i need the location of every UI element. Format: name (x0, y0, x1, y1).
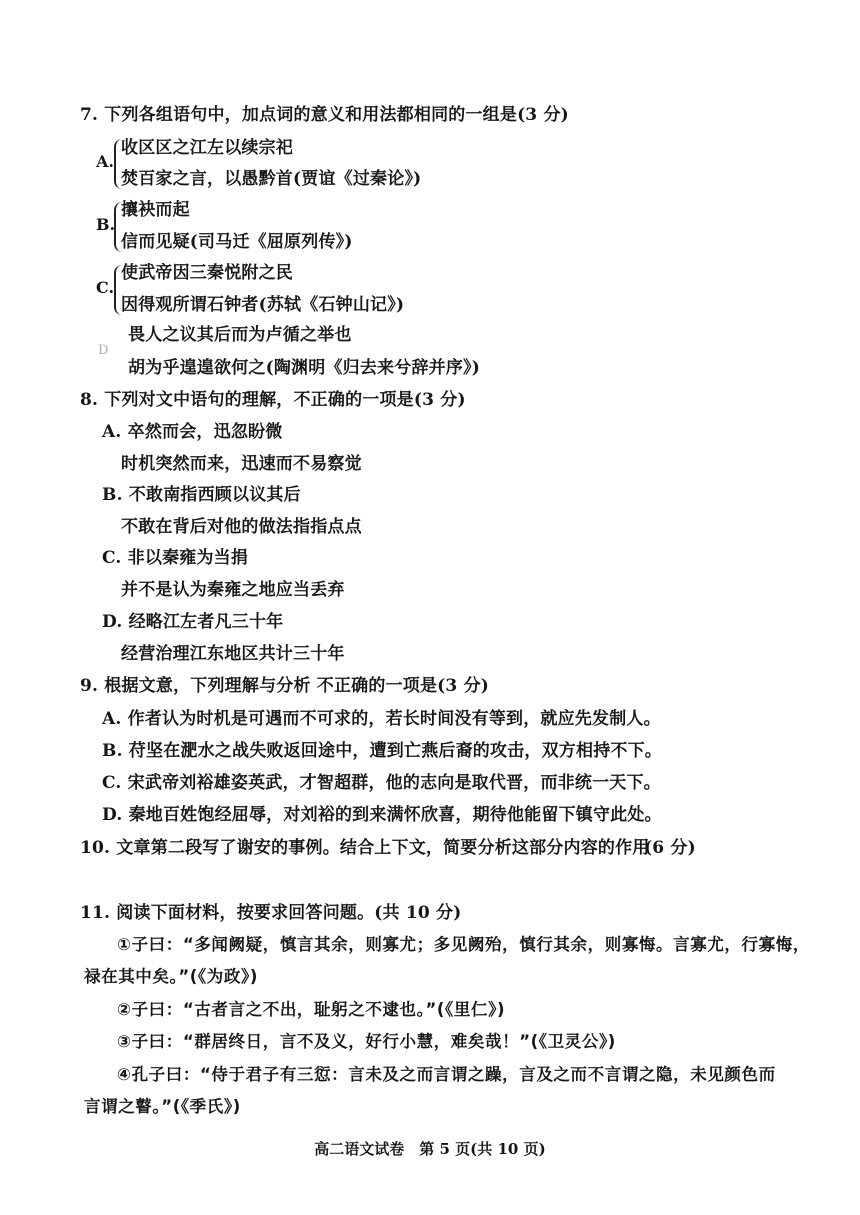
q8-option-b-explain: 不敢在背后对他的做法指指点点 (121, 517, 362, 537)
q11-material-1-line2: 禄在其中矣。”(《为政》) (84, 967, 258, 986)
q7-option-b-line2: 信而见疑(司马迁《屈原列传》) (121, 232, 353, 252)
q8-option-d: D. 经略江左者凡三十年 (102, 612, 284, 632)
q7-option-c-line2: 因得观所谓石钟者(苏轼《石钟山记》) (121, 295, 405, 315)
q7-option-a-line2: 焚百家之言，以愚黔首(贾谊《过秦论》) (121, 169, 422, 189)
q11-material-4-line1: ④孔子曰：“侍于君子有三愆：言未及之而言谓之躁，言及之而不言谓之隐，未见颜色而 (117, 1065, 776, 1084)
page-footer: 高二语文试卷 第 5 页(共 10 页) (314, 1140, 546, 1158)
q7-option-b-label: B. (96, 215, 116, 234)
q7-option-b-line1: 攘袂而起 (121, 200, 190, 220)
q7-stem: 7. 下列各组语句中，加点词的意义和用法都相同的一组是(3 分) (80, 105, 569, 125)
q7-option-d-line1: 畏人之议其后而为卢循之举也 (128, 325, 352, 345)
q8-option-d-explain: 经营治理江东地区共计三十年 (121, 644, 345, 664)
q10-score: (6 分) (644, 838, 696, 858)
q11-stem: 11. 阅读下面材料，按要求回答问题。(共 10 分) (80, 903, 462, 923)
q7-option-c-line1: 使武帝因三秦悦附之民 (121, 263, 293, 283)
q9-option-a: A. 作者认为时机是可遇而不可求的，若长时间没有等到，就应先发制人。 (102, 709, 661, 729)
q9-stem: 9. 根据文意，下列理解与分析 不正确的一项是(3 分) (80, 676, 490, 696)
q11-material-1-line1: ①子曰：“多闻阙疑，慎言其余，则寡尤；多见阙殆，慎行其余，则寡悔。言寡尤，行寡悔， (117, 935, 810, 954)
q7-option-c-label: C. (96, 278, 115, 297)
q8-option-a-explain: 时机突然而来，迅速而不易察觉 (121, 454, 362, 474)
q8-stem: 8. 下列对文中语句的理解，不正确的一项是(3 分) (80, 390, 466, 410)
q10-stem: 10. 文章第二段写了谢安的事例。结合上下文，简要分析这部分内容的作用 (80, 838, 650, 858)
q7-option-d-label: D (98, 343, 109, 358)
q8-option-c: C. 非以秦雍为当捐 (102, 548, 249, 568)
q7-option-a-line1: 收区区之江左以续宗祀 (121, 138, 293, 158)
q8-option-c-explain: 并不是认为秦雍之地应当丢弃 (121, 580, 345, 600)
q7-option-d-line2: 胡为乎遑遑欲何之(陶渊明《归去来兮辞并序》) (128, 358, 480, 378)
q11-material-3: ③子曰：“群居终日，言不及义，好行小慧，难矣哉！”(《卫灵公》) (117, 1032, 616, 1051)
q9-option-c: C. 宋武帝刘裕雄姿英武，才智超群，他的志向是取代晋，而非统一天下。 (102, 773, 661, 793)
q11-material-4-line2: 言谓之瞽。”(《季氏》) (84, 1097, 241, 1116)
q8-option-a: A. 卒然而会，迅忽盼微 (102, 422, 283, 442)
q8-option-b: B. 不敢南指西顾以议其后 (102, 485, 301, 505)
q9-option-d: D. 秦地百姓饱经屈辱，对刘裕的到来满怀欣喜，期待他能留下镇守此处。 (102, 805, 662, 825)
q11-material-2: ②子曰：“古者言之不出，耻躬之不逮也。”(《里仁》) (117, 1000, 506, 1019)
q9-option-b: B. 苻坚在淝水之战失败返回途中，遭到亡燕后裔的攻击，双方相持不下。 (102, 741, 663, 761)
q7-option-a-label: A. (96, 152, 114, 171)
